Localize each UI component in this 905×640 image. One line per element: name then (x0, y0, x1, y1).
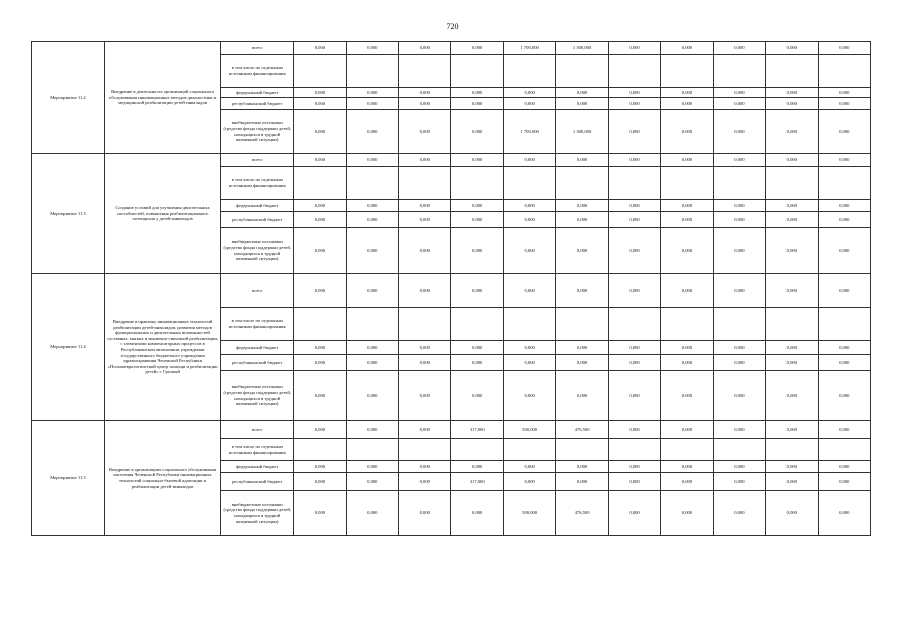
amount-cell: 0,000 (503, 88, 555, 98)
amount-cell (608, 55, 660, 88)
amount-cell: 500,000 (503, 421, 555, 439)
amount-cell: 0,000 (818, 212, 870, 228)
amount-cell: 476,500 (556, 491, 608, 536)
measure-name: Внедрение в деятельность организаций социального обслуживания инновационных методов диагностики и медицинской реабилитации детей-инвалидов (104, 42, 220, 154)
amount-cell: 0,000 (713, 473, 765, 491)
amount-cell: 0,000 (503, 341, 555, 355)
amount-cell: 0,000 (556, 341, 608, 355)
amount-cell: 1 700,000 (503, 42, 555, 55)
amount-cell: 500,000 (503, 491, 555, 536)
amount-cell (346, 55, 398, 88)
amount-cell: 0,000 (451, 98, 503, 110)
amount-cell: 0,000 (608, 461, 660, 473)
amount-cell: 0,000 (713, 154, 765, 167)
funding-source: внебюджетные источники (средства фонда поддержки детей, находящихся в трудной жизненной ситуации) (221, 228, 294, 274)
amount-cell: 0,000 (818, 200, 870, 212)
amount-cell (818, 167, 870, 200)
amount-cell: 0,000 (346, 98, 398, 110)
amount-cell (294, 167, 346, 200)
amount-cell: 0,000 (766, 228, 818, 274)
amount-cell: 0,000 (294, 421, 346, 439)
funding-source: в том числе по отдельным источникам финансирования (221, 308, 294, 341)
table-row (32, 274, 871, 308)
funding-source: федеральный бюджет (221, 88, 294, 98)
amount-cell: 0,000 (399, 212, 451, 228)
amount-cell (556, 55, 608, 88)
amount-cell: 0,000 (294, 461, 346, 473)
amount-cell: 0,000 (818, 228, 870, 274)
amount-cell: 0,000 (713, 341, 765, 355)
amount-cell: 0,000 (346, 228, 398, 274)
funding-source: всего (221, 421, 294, 439)
amount-cell (503, 167, 555, 200)
page-number: 720 (446, 22, 459, 31)
funding-source: республиканский бюджет (221, 212, 294, 228)
amount-cell: 0,000 (818, 421, 870, 439)
amount-cell (713, 167, 765, 200)
amount-cell: 0,000 (451, 341, 503, 355)
amount-cell: 0,000 (399, 491, 451, 536)
amount-cell: 0,000 (608, 421, 660, 439)
amount-cell: 0,000 (608, 491, 660, 536)
amount-cell: 0,000 (556, 355, 608, 371)
amount-cell: 0,000 (713, 200, 765, 212)
amount-cell: 0,000 (451, 228, 503, 274)
amount-cell: 0,000 (608, 98, 660, 110)
measure-name: Внедрение в практику инновационных технологий реабилитации детей-инвалидов, развития методов функциональных и двигательных возможностей суставных, мягких и мышечно-связочной реабилитации, с элементами компенсаторных процессов в Республиканском автономном учреждении государственного бюджетного учреждения здравоохранения Чеченской Республики «Психоневрологический центр помощи и реабилитации детей» г. Грозный (104, 274, 220, 421)
amount-cell (766, 167, 818, 200)
amount-cell: 0,000 (818, 154, 870, 167)
amount-cell (399, 55, 451, 88)
amount-cell: 0,000 (346, 154, 398, 167)
amount-cell: 0,000 (766, 341, 818, 355)
amount-cell (661, 167, 713, 200)
measure-code: Мероприятие 11.3 (32, 154, 105, 274)
amount-cell (451, 439, 503, 461)
amount-cell: 0,000 (399, 473, 451, 491)
measure-name: Создание условий для улучшения двигательных способностей, повышения реабилитационного потенциала у детей-инвалидов (104, 154, 220, 274)
amount-cell: 0,000 (766, 355, 818, 371)
amount-cell: 0,000 (818, 461, 870, 473)
amount-cell: 0,000 (818, 473, 870, 491)
amount-cell: 0,000 (608, 212, 660, 228)
funding-source: всего (221, 42, 294, 55)
amount-cell: 0,000 (556, 212, 608, 228)
amount-cell: 0,000 (766, 98, 818, 110)
amount-cell: 0,000 (766, 42, 818, 55)
amount-cell: 0,000 (713, 371, 765, 421)
amount-cell: 317,000 (451, 473, 503, 491)
amount-cell (556, 439, 608, 461)
amount-cell (399, 439, 451, 461)
amount-cell: 0,000 (661, 98, 713, 110)
amount-cell: 0,000 (503, 200, 555, 212)
amount-cell: 0,000 (608, 355, 660, 371)
amount-cell: 0,000 (346, 341, 398, 355)
amount-cell: 0,000 (399, 42, 451, 55)
amount-cell: 0,000 (818, 355, 870, 371)
amount-cell: 0,000 (713, 110, 765, 154)
amount-cell: 0,000 (661, 461, 713, 473)
amount-cell: 0,000 (399, 154, 451, 167)
amount-cell: 0,000 (661, 274, 713, 308)
amount-cell: 0,000 (713, 355, 765, 371)
amount-cell: 0,000 (399, 355, 451, 371)
amount-cell: 0,000 (556, 371, 608, 421)
amount-cell: 0,000 (294, 341, 346, 355)
amount-cell: 1 700,000 (503, 110, 555, 154)
amount-cell: 0,000 (451, 200, 503, 212)
amount-cell: 0,000 (608, 473, 660, 491)
amount-cell: 0,000 (503, 154, 555, 167)
amount-cell (818, 308, 870, 341)
amount-cell (451, 55, 503, 88)
amount-cell: 0,000 (346, 461, 398, 473)
amount-cell (503, 55, 555, 88)
amount-cell: 0,000 (766, 110, 818, 154)
budget-table (31, 41, 871, 536)
amount-cell: 0,000 (556, 88, 608, 98)
amount-cell: 0,000 (399, 371, 451, 421)
amount-cell: 0,000 (713, 98, 765, 110)
amount-cell: 0,000 (556, 473, 608, 491)
amount-cell: 0,000 (503, 98, 555, 110)
amount-cell: 0,000 (451, 88, 503, 98)
amount-cell: 0,000 (608, 154, 660, 167)
amount-cell: 317,000 (451, 421, 503, 439)
amount-cell (766, 439, 818, 461)
amount-cell: 0,000 (294, 110, 346, 154)
amount-cell (556, 167, 608, 200)
amount-cell: 0,000 (661, 228, 713, 274)
amount-cell (608, 439, 660, 461)
amount-cell: 0,000 (294, 228, 346, 274)
amount-cell: 0,000 (713, 491, 765, 536)
amount-cell: 0,000 (346, 42, 398, 55)
budget-table-body (32, 42, 871, 536)
funding-source: в том числе по отдельным источникам финансирования (221, 55, 294, 88)
amount-cell: 0,000 (818, 98, 870, 110)
amount-cell: 0,000 (294, 274, 346, 308)
amount-cell (294, 308, 346, 341)
amount-cell (766, 55, 818, 88)
amount-cell: 0,000 (503, 355, 555, 371)
amount-cell: 0,000 (608, 110, 660, 154)
amount-cell: 0,000 (766, 371, 818, 421)
amount-cell: 0,000 (818, 42, 870, 55)
amount-cell: 0,000 (503, 228, 555, 274)
amount-cell (713, 55, 765, 88)
amount-cell: 0,000 (451, 355, 503, 371)
amount-cell (661, 439, 713, 461)
amount-cell: 0,000 (399, 421, 451, 439)
amount-cell: 1 300,000 (556, 42, 608, 55)
amount-cell: 0,000 (556, 154, 608, 167)
amount-cell: 0,000 (608, 42, 660, 55)
amount-cell: 0,000 (399, 461, 451, 473)
amount-cell (556, 308, 608, 341)
table-row (32, 421, 871, 439)
measure-code: Мероприятие 11.4 (32, 274, 105, 421)
amount-cell: 0,000 (661, 88, 713, 98)
amount-cell: 0,000 (399, 200, 451, 212)
amount-cell: 0,000 (608, 341, 660, 355)
amount-cell: 0,000 (608, 371, 660, 421)
amount-cell: 0,000 (399, 341, 451, 355)
amount-cell: 0,000 (451, 371, 503, 421)
funding-source: всего (221, 274, 294, 308)
amount-cell: 0,000 (661, 341, 713, 355)
amount-cell: 0,000 (346, 110, 398, 154)
amount-cell: 0,000 (294, 42, 346, 55)
amount-cell: 0,000 (818, 88, 870, 98)
amount-cell: 0,000 (294, 98, 346, 110)
amount-cell: 0,000 (661, 473, 713, 491)
amount-cell: 0,000 (818, 371, 870, 421)
amount-cell (346, 308, 398, 341)
amount-cell: 0,000 (608, 200, 660, 212)
funding-source: федеральный бюджет (221, 200, 294, 212)
amount-cell: 0,000 (294, 473, 346, 491)
amount-cell: 0,000 (451, 42, 503, 55)
funding-source: в том числе по отдельным источникам финансирования (221, 439, 294, 461)
amount-cell (608, 167, 660, 200)
funding-source: федеральный бюджет (221, 461, 294, 473)
amount-cell: 0,000 (713, 421, 765, 439)
amount-cell: 476,500 (556, 421, 608, 439)
amount-cell: 0,000 (766, 154, 818, 167)
amount-cell: 0,000 (294, 371, 346, 421)
amount-cell: 0,000 (556, 274, 608, 308)
amount-cell: 0,000 (294, 88, 346, 98)
amount-cell: 0,000 (294, 355, 346, 371)
amount-cell: 0,000 (556, 228, 608, 274)
amount-cell: 0,000 (766, 200, 818, 212)
amount-cell: 0,000 (399, 98, 451, 110)
amount-cell: 1 300,000 (556, 110, 608, 154)
amount-cell: 0,000 (503, 371, 555, 421)
amount-cell: 0,000 (661, 421, 713, 439)
amount-cell: 0,000 (661, 212, 713, 228)
amount-cell: 0,000 (399, 228, 451, 274)
amount-cell: 0,000 (608, 274, 660, 308)
amount-cell (346, 439, 398, 461)
amount-cell: 0,000 (451, 212, 503, 228)
amount-cell: 0,000 (766, 473, 818, 491)
amount-cell: 0,000 (766, 212, 818, 228)
amount-cell: 0,000 (294, 491, 346, 536)
amount-cell: 0,000 (294, 212, 346, 228)
amount-cell: 0,000 (713, 461, 765, 473)
amount-cell: 0,000 (399, 110, 451, 154)
amount-cell: 0,000 (661, 110, 713, 154)
amount-cell: 0,000 (346, 491, 398, 536)
amount-cell: 0,000 (713, 42, 765, 55)
funding-source: республиканский бюджет (221, 355, 294, 371)
amount-cell: 0,000 (294, 154, 346, 167)
amount-cell: 0,000 (818, 341, 870, 355)
amount-cell (818, 55, 870, 88)
amount-cell: 0,000 (766, 88, 818, 98)
amount-cell: 0,000 (766, 421, 818, 439)
amount-cell: 0,000 (399, 274, 451, 308)
amount-cell (294, 439, 346, 461)
funding-source: внебюджетные источники (средства фонда поддержки детей, находящихся в трудной жизненной ситуации) (221, 371, 294, 421)
measure-code: Мероприятие 11.5 (32, 421, 105, 536)
amount-cell (766, 308, 818, 341)
amount-cell: 0,000 (713, 88, 765, 98)
measure-name: Внедрение в организациях социального обслуживания населения Чеченской Республики инновационных технологий социально-бытовой адаптации и реабилитации детей-инвалидов (104, 421, 220, 536)
amount-cell: 0,000 (608, 88, 660, 98)
amount-cell: 0,000 (346, 200, 398, 212)
amount-cell: 0,000 (661, 200, 713, 212)
table-row (32, 154, 871, 167)
amount-cell: 0,000 (556, 98, 608, 110)
amount-cell (608, 308, 660, 341)
amount-cell: 0,000 (713, 212, 765, 228)
amount-cell (451, 167, 503, 200)
funding-source: всего (221, 154, 294, 167)
funding-source: республиканский бюджет (221, 98, 294, 110)
amount-cell (661, 55, 713, 88)
amount-cell: 0,000 (818, 110, 870, 154)
amount-cell (399, 167, 451, 200)
amount-cell: 0,000 (661, 371, 713, 421)
amount-cell: 0,000 (661, 42, 713, 55)
amount-cell (713, 308, 765, 341)
amount-cell: 0,000 (451, 274, 503, 308)
amount-cell: 0,000 (346, 88, 398, 98)
amount-cell: 0,000 (766, 491, 818, 536)
table-row (32, 42, 871, 55)
funding-source: республиканский бюджет (221, 473, 294, 491)
amount-cell: 0,000 (608, 228, 660, 274)
amount-cell: 0,000 (766, 461, 818, 473)
amount-cell: 0,000 (294, 200, 346, 212)
funding-source: внебюджетные источники (средства фонда поддержки детей, находящихся в трудной жизненной ситуации) (221, 491, 294, 536)
amount-cell (294, 55, 346, 88)
amount-cell: 0,000 (451, 154, 503, 167)
amount-cell (503, 439, 555, 461)
amount-cell: 0,000 (556, 461, 608, 473)
amount-cell: 0,000 (661, 154, 713, 167)
funding-source: федеральный бюджет (221, 341, 294, 355)
amount-cell: 0,000 (346, 473, 398, 491)
amount-cell: 0,000 (399, 88, 451, 98)
amount-cell: 0,000 (451, 110, 503, 154)
measure-code: Мероприятие 11.2 (32, 42, 105, 154)
amount-cell: 0,000 (713, 228, 765, 274)
amount-cell: 0,000 (661, 491, 713, 536)
amount-cell: 0,000 (503, 274, 555, 308)
amount-cell (713, 439, 765, 461)
amount-cell: 0,000 (661, 355, 713, 371)
amount-cell: 0,000 (451, 491, 503, 536)
amount-cell: 0,000 (713, 274, 765, 308)
amount-cell (451, 308, 503, 341)
amount-cell (503, 308, 555, 341)
amount-cell (661, 308, 713, 341)
amount-cell (818, 439, 870, 461)
amount-cell: 0,000 (346, 355, 398, 371)
amount-cell: 0,000 (556, 200, 608, 212)
amount-cell: 0,000 (818, 274, 870, 308)
amount-cell: 0,000 (451, 461, 503, 473)
funding-source: внебюджетные источники (средства фонда поддержки детей, находящихся в трудной жизненной ситуации) (221, 110, 294, 154)
amount-cell: 0,000 (346, 274, 398, 308)
amount-cell: 0,000 (503, 473, 555, 491)
amount-cell: 0,000 (503, 212, 555, 228)
amount-cell: 0,000 (346, 212, 398, 228)
amount-cell (399, 308, 451, 341)
funding-source: в том числе по отдельным источникам финансирования (221, 167, 294, 200)
amount-cell: 0,000 (346, 421, 398, 439)
amount-cell: 0,000 (503, 461, 555, 473)
amount-cell: 0,000 (818, 491, 870, 536)
amount-cell: 0,000 (766, 274, 818, 308)
amount-cell (346, 167, 398, 200)
amount-cell: 0,000 (346, 371, 398, 421)
